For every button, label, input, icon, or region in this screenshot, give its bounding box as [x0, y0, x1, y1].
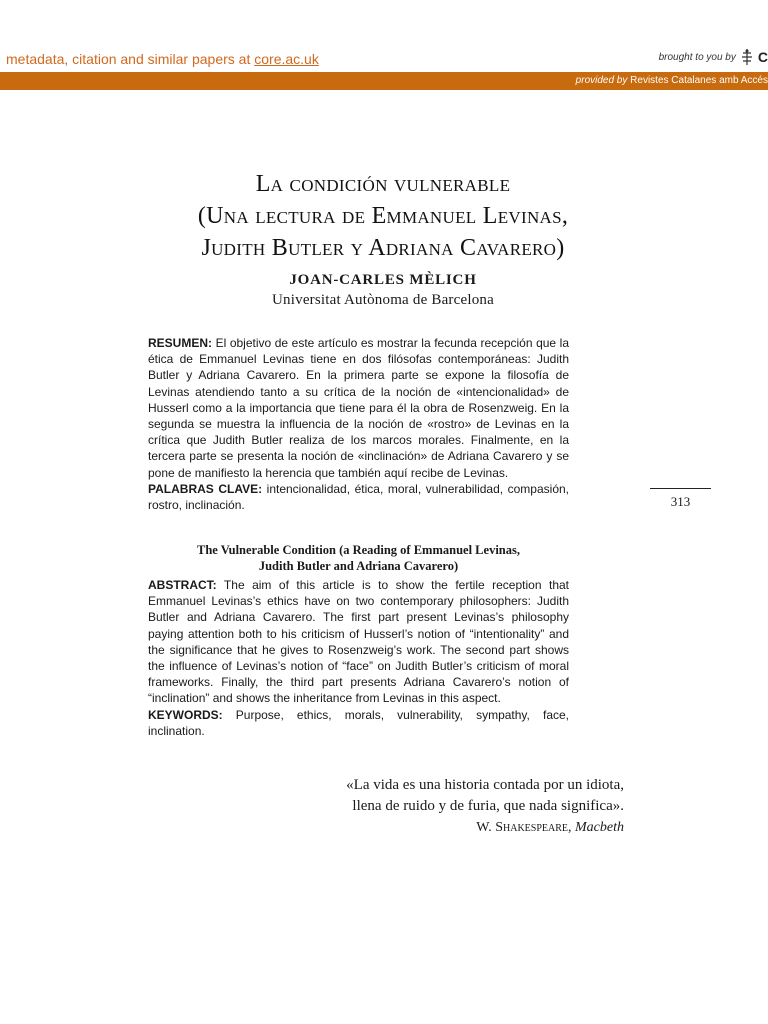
palabras-clave-text: intencionalidad, ética, moral, vulnerabilidad, compasión, rostro, inclinación.	[148, 481, 570, 513]
epigraph-attribution	[346, 817, 624, 838]
epigraph	[346, 775, 624, 838]
epigraph-line-2: llena de ruido y de furia, que nada significa».	[352, 798, 624, 814]
abstract-text: The aim of this article is to show the fertile reception that Emmanuel Levinas’s ethics have on two contemporary philosophers: Judith Butler and Adriana Cavarero. The first part present Levinas’s philosophy paying attention both to his criticism of Husserl’s notion of “intentionality” and the significance that he gives to Rosenzweig’s work. The second part shows the influence of Levinas’s notion of “face” on Judith Butler’s criticism of moral frameworks. Finally, the third part presents Adriana Cavarero’s notion of “inclination” and shows the inheritance from Levinas in this aspect.	[148, 578, 569, 706]
core-metadata-link[interactable]	[6, 51, 319, 67]
epigraph-separator: ,	[568, 820, 576, 835]
brought-to-you-by[interactable]	[659, 48, 768, 66]
provided-by-label: provided by	[575, 75, 628, 86]
english-title-line-1: The Vulnerable Condition (a Reading of Emmanuel Levinas,	[197, 543, 520, 557]
brought-by-text: brought to you by	[658, 51, 736, 63]
author-affiliation: Universitat Autònoma de Barcelona	[272, 292, 494, 308]
resumen-label: RESUMEN:	[148, 336, 213, 350]
metadata-prefix: metadata, citation and similar papers at	[6, 51, 255, 67]
resumen-section	[148, 335, 569, 513]
epigraph-line-1: «La vida es una historia contada por un idiota,	[346, 777, 624, 793]
title-line-3: Judith Butler y Adriana Cavarero)	[201, 235, 565, 261]
english-title-line-2: Judith Butler and Adriana Cavarero)	[258, 559, 459, 573]
keywords-text: Purpose, ethics, morals, vulnerability, sympathy, face, inclination.	[148, 707, 569, 738]
page-number: 313	[670, 494, 691, 509]
author-name: JOAN-CARLES MÈLICH	[289, 272, 477, 288]
keywords-label: KEYWORDS:	[148, 707, 223, 722]
abstract-label: ABSTRACT:	[148, 578, 217, 592]
palabras-clave-label: PALABRAS CLAVE:	[148, 481, 263, 496]
core-link[interactable]: core.ac.uk	[254, 51, 319, 67]
keywords-paragraph	[148, 707, 569, 739]
epigraph-work: Macbeth	[575, 820, 624, 835]
abstract-paragraph	[148, 577, 569, 707]
header-banner	[0, 0, 768, 72]
resumen-paragraph	[148, 335, 569, 481]
title-line-2: (Una lectura de Emmanuel Levinas,	[197, 203, 569, 229]
core-logo-icon	[740, 48, 754, 66]
article-title	[100, 168, 666, 264]
resumen-text: El objetivo de este artículo es mostrar la fecunda recepción que la ética de Emmanuel Levinas tiene en dos filósofas contemporáneas: Judith Butler y Adriana Cavarero. En la primera parte se expone la filosofía de Levinas atendiendo tanto a su crítica de la noción de «intencionalidad» de Husserl como a la importancia que tiene para él la obra de Rosenzweig. En la segunda se muestra la influencia de la noción de «rostro» de Levinas en la crítica que Judith Butler realiza de los marcos morales. Finalmente, en la tercera parte se presenta la noción de «inclinación» de Adriana Cavarero y se pone de manifiesto la herencia que también aquí recibe de Levinas.	[148, 336, 569, 480]
title-line-1: La condición vulnerable	[255, 171, 511, 197]
abstract-section	[148, 577, 569, 739]
english-title	[148, 542, 569, 574]
provider-name: Revistes Catalanes amb Accés	[630, 75, 768, 86]
epigraph-author: W. Shakespeare	[476, 820, 569, 835]
page-number-rule	[650, 488, 711, 489]
core-logo-letter: C	[757, 49, 768, 65]
palabras-clave-paragraph	[148, 481, 569, 513]
provided-by[interactable]	[576, 75, 768, 86]
